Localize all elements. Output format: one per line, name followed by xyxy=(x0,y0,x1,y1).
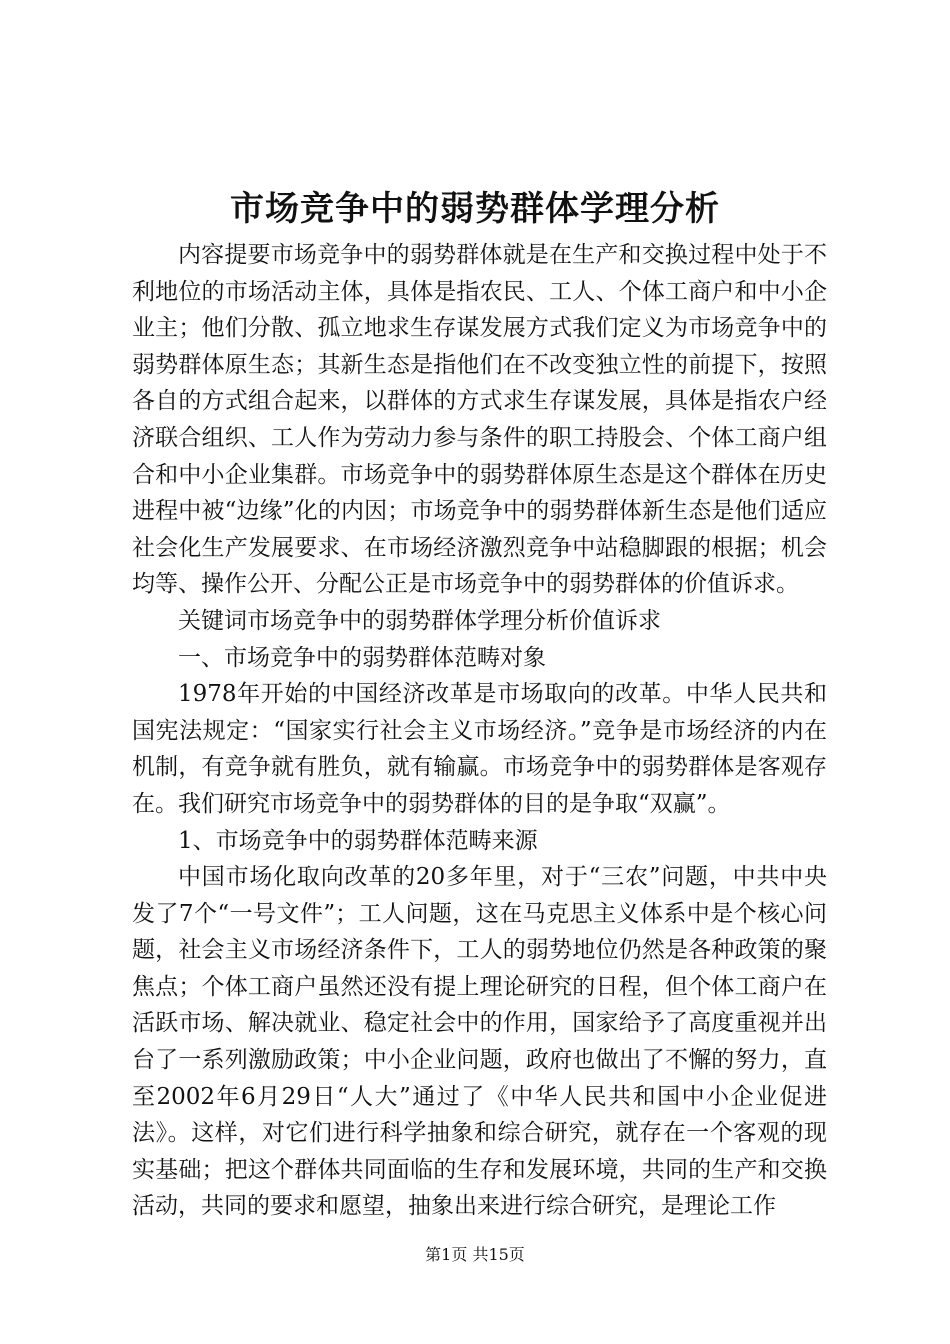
document-body xyxy=(132,237,827,1225)
page-title: 市场竞争中的弱势群体学理分析 xyxy=(230,189,720,229)
paragraph-keywords: 关键词市场竞争中的弱势群体学理分析价值诉求 xyxy=(178,607,661,634)
paragraph-abstract: 内容提要市场竞争中的弱势群体就是在生产和交换过程中处于不利地位的市场活动主体，具体是指农民、工人、个体工商户和中小企业主；他们分散、孤立地求生存谋发展方式我们定义为市场竞争中的弱势群体原生态；其新生态是指他们在不改变独立性的前提下，按照各自的方式组合起来，以群体的方式求生存谋发展，具体是指农户经济联合组织、工人作为劳动力参与条件的职工持股会、个体工商户组合和中小企业集群。市场竞争中的弱势群体原生态是这个群体在历史进程中被“边缘”化的内因；市场竞争中的弱势群体新生态是他们适应社会化生产发展要求、在市场经济激烈竞争中站稳脚跟的根据；机会均等、操作公开、分配公正是市场竞争中的弱势群体的价值诉求。 xyxy=(132,242,827,598)
section-heading-1: 一、市场竞争中的弱势群体范畴对象 xyxy=(178,644,546,671)
paragraph-body: 中国市场化取向改革的20多年里，对于“三农”问题，中共中央发了7个“一号文件”；工人问题，这在马克思主义体系中是个核心问题，社会主义市场经济条件下，工人的弱势地位仍然是各种政策的聚焦点；个体工商户虽然还没有提上理论研究的日程，但个体工商户在活跃市场、解决就业、稳定社会中的作用，国家给予了高度重视并出台了一系列激励政策；中小企业问题，政府也做出了不懈的努力，直至2002年6月29日“人大”通过了《中华人民共和国中小企业促进法》。这样，对它们进行科学抽象和综合研究，就存在一个客观的现实基础；把这个群体共同面临的生存和发展环境，共同的生产和交换活动，共同的要求和愿望，抽象出来进行综合研究，是理论工作 xyxy=(132,864,827,1220)
page-footer: 第1页 共15页 xyxy=(425,1245,525,1264)
subsection-heading-1: 1、市场竞争中的弱势群体范畴来源 xyxy=(178,827,538,854)
paragraph-body: 1978年开始的中国经济改革是市场取向的改革。中华人民共和国宪法规定：“国家实行社会主义市场经济。”竞争是市场经济的内在机制，有竞争就有胜负，就有输赢。市场竞争中的弱势群体是客观存在。我们研究市场竞争中的弱势群体的目的是争取“双赢”。 xyxy=(132,681,827,817)
